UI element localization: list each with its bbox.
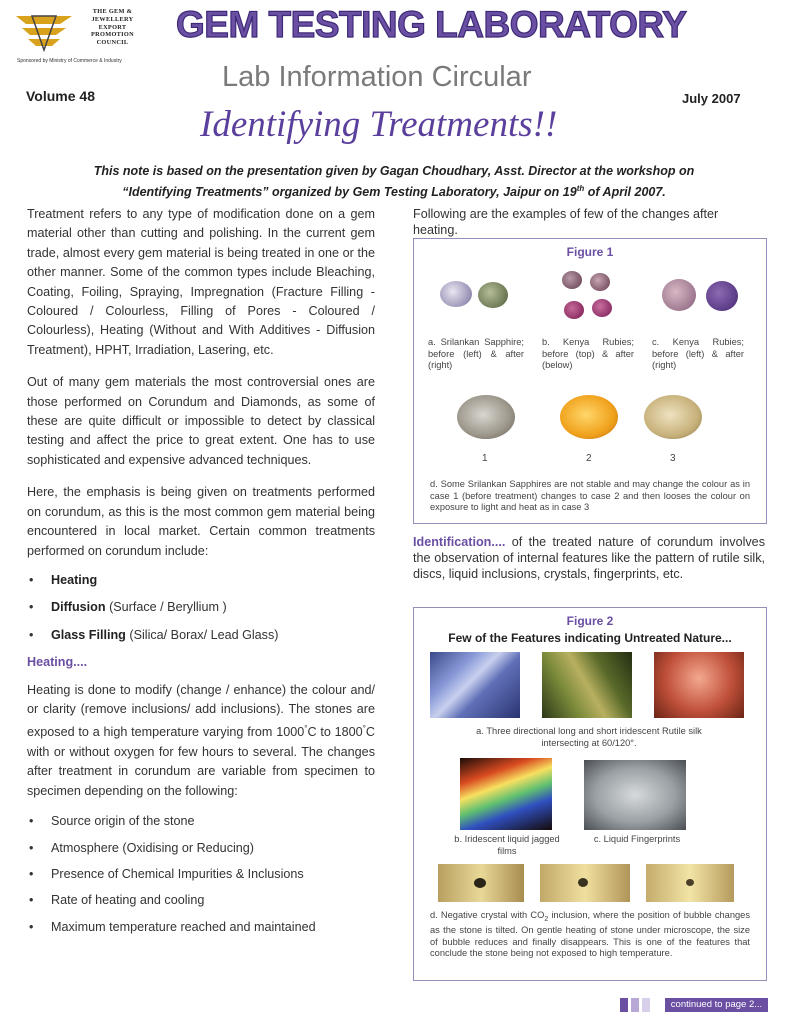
right-intro: Following are the examples of few of the changes after heating. xyxy=(413,207,719,237)
treatment-list xyxy=(27,571,375,645)
caption-b: b. Kenya Rubies; before (top) & after (below) xyxy=(542,337,634,370)
caption-d: d. Negative crystal with $CO_2$ inclusion, where the position of bubble changes as the stone is tilted. On gentle heating of stone under microscope, the size of bubble reduces and finally disappears. This is one of the features that conclude the stone being not exposed to high temperature. xyxy=(430,910,750,959)
rutile-silk-photo xyxy=(430,652,520,718)
list-item: • Heating xyxy=(27,571,375,590)
ruby-c-before-image xyxy=(662,279,696,311)
liquid-films-photo xyxy=(460,758,552,830)
ruby-before-image xyxy=(590,273,610,291)
sponsor-line: Sponsored by Ministry of Commerce & Industry xyxy=(17,58,122,64)
rutile-silk-photo xyxy=(542,652,632,718)
ruby-after-image xyxy=(592,299,612,317)
sapphire-case-3-image xyxy=(644,395,702,439)
heating-factors-list xyxy=(27,812,375,937)
caption-c: c. Kenya Rubies; before (left) & after (right) xyxy=(652,337,744,370)
sapphire-after-image xyxy=(478,282,508,308)
case-number: 3 xyxy=(670,453,676,464)
rutile-silk-photo xyxy=(654,652,744,718)
sapphire-before-image xyxy=(440,281,472,307)
list-item: • Maximum temperature reached and maintained xyxy=(27,918,375,937)
list-item: • Presence of Chemical Impurities & Inclusions xyxy=(27,865,375,884)
lab-title: GEM TESTING LABORATORY xyxy=(176,4,687,45)
negative-crystal-photo xyxy=(540,864,630,902)
volume-label: Volume 48 xyxy=(26,88,95,104)
figure-1 xyxy=(413,238,767,524)
caption-b: b. Iridescent liquid jagged films xyxy=(454,834,560,856)
figure-2-subtitle: Few of the Features indicating Untreated Nature... xyxy=(448,631,732,645)
caption-a: a. Srilankan Sapphire; before (left) & after (right) xyxy=(428,337,524,370)
continued-link[interactable]: continued to page 2... xyxy=(665,998,768,1012)
list-item: • Source origin of the stone xyxy=(27,812,375,831)
headline: Identifying Treatments!! xyxy=(200,104,558,145)
bubble-icon xyxy=(686,879,694,886)
identification-paragraph: Identification.... of the treated nature of corundum involves the observation of internal features like the pattern of rutile silk, discs, liquid inclusions, crystals, fingerprints, etc. xyxy=(413,535,765,581)
left-column xyxy=(27,205,375,944)
sapphire-case-2-image xyxy=(560,395,618,439)
figure-2 xyxy=(413,607,767,981)
footer-decoration xyxy=(620,998,653,1017)
negative-crystal-photo xyxy=(438,864,524,902)
council-logo-text: THE GEM & JEWELLERY EXPORT PROMOTION COUNCIL xyxy=(91,8,134,47)
circular-subtitle: Lab Information Circular xyxy=(222,61,532,93)
heading-heating: Heating.... xyxy=(27,655,88,670)
list-item: • Diffusion (Surface / Beryllium ) xyxy=(27,598,375,617)
case-number: 2 xyxy=(586,453,592,464)
negative-crystal-photo xyxy=(646,864,734,902)
paragraph-controversial: Out of many gem materials the most controversial ones are those performed on Corundum and Diamonds, as some of these are quite difficult or impossible to detect by classical testing and affect the price to great extent. One has to use sophisticated and expensive advanced techniques. xyxy=(27,375,375,467)
caption-d: d. Some Srilankan Sapphires are not stable and may change the colour as in case 1 (before treatment) changes to case 2 and then looses the colour on exposure to light and heat as in case 3 xyxy=(430,479,750,512)
figure-1-title: Figure 1 xyxy=(566,245,614,259)
intro-note: This note is based on the presentation given by Gagan Choudhary, Asst. Director at the workshop on “Identifying Treatments” organized by Gem Testing Laboratory, Jaipur on 19th of April 2007. xyxy=(93,164,695,200)
ruby-after-image xyxy=(564,301,584,319)
list-item: • Glass Filling (Silica/ Borax/ Lead Glass) xyxy=(27,626,375,645)
list-item: • Atmosphere (Oxidising or Reducing) xyxy=(27,839,375,858)
ruby-before-image xyxy=(562,271,582,289)
fingerprints-photo xyxy=(584,760,686,830)
caption-a: a. Three directional long and short iridescent Rutile silk intersecting at 60/120°. xyxy=(476,726,702,748)
case-number: 1 xyxy=(482,453,488,464)
sapphire-case-1-image xyxy=(457,395,515,439)
list-item: • Rate of heating and cooling xyxy=(27,891,375,910)
ruby-c-after-image xyxy=(706,281,738,311)
bubble-icon xyxy=(578,878,588,887)
council-logo-emblem-icon xyxy=(14,10,74,54)
issue-date: July 2007 xyxy=(682,91,741,106)
caption-c: c. Liquid Fingerprints xyxy=(593,834,681,844)
paragraph-emphasis: Here, the emphasis is being given on treatments performed on corundum, as this is the most common gem material being encountered in local market. Certain common treatments performed on corundum include: xyxy=(27,485,375,558)
figure-2-title: Figure 2 xyxy=(566,614,614,628)
bubble-icon xyxy=(474,878,486,888)
paragraph-heating: Heating is done to modify (change / enhance) the colour and/ or clarity (remove inclusions/ add inclusions). The stones are exposed to a high temperature varying from 1000°C to 1800°C with or without oxygen for few hours to several. The changes after treatment in corundum are variable from specimen to specimen depending on the following: xyxy=(27,682,375,798)
paragraph-treatment-definition: Treatment refers to any type of modification done on a gem material other than cutting and polishing. In the current gem trade, almost every gem material is being treated in one or the other manner. Some of the common types include Bleaching, Coating, Foiling, Spraying, Impregnation (Fracture Filling - Coloured / Colourless, Filling of Pores - Coloured / Colourless), Heating (Without and With Additives - Diffusion Treatment), HPHT, Irradiation, Lasering, etc. xyxy=(27,207,375,357)
